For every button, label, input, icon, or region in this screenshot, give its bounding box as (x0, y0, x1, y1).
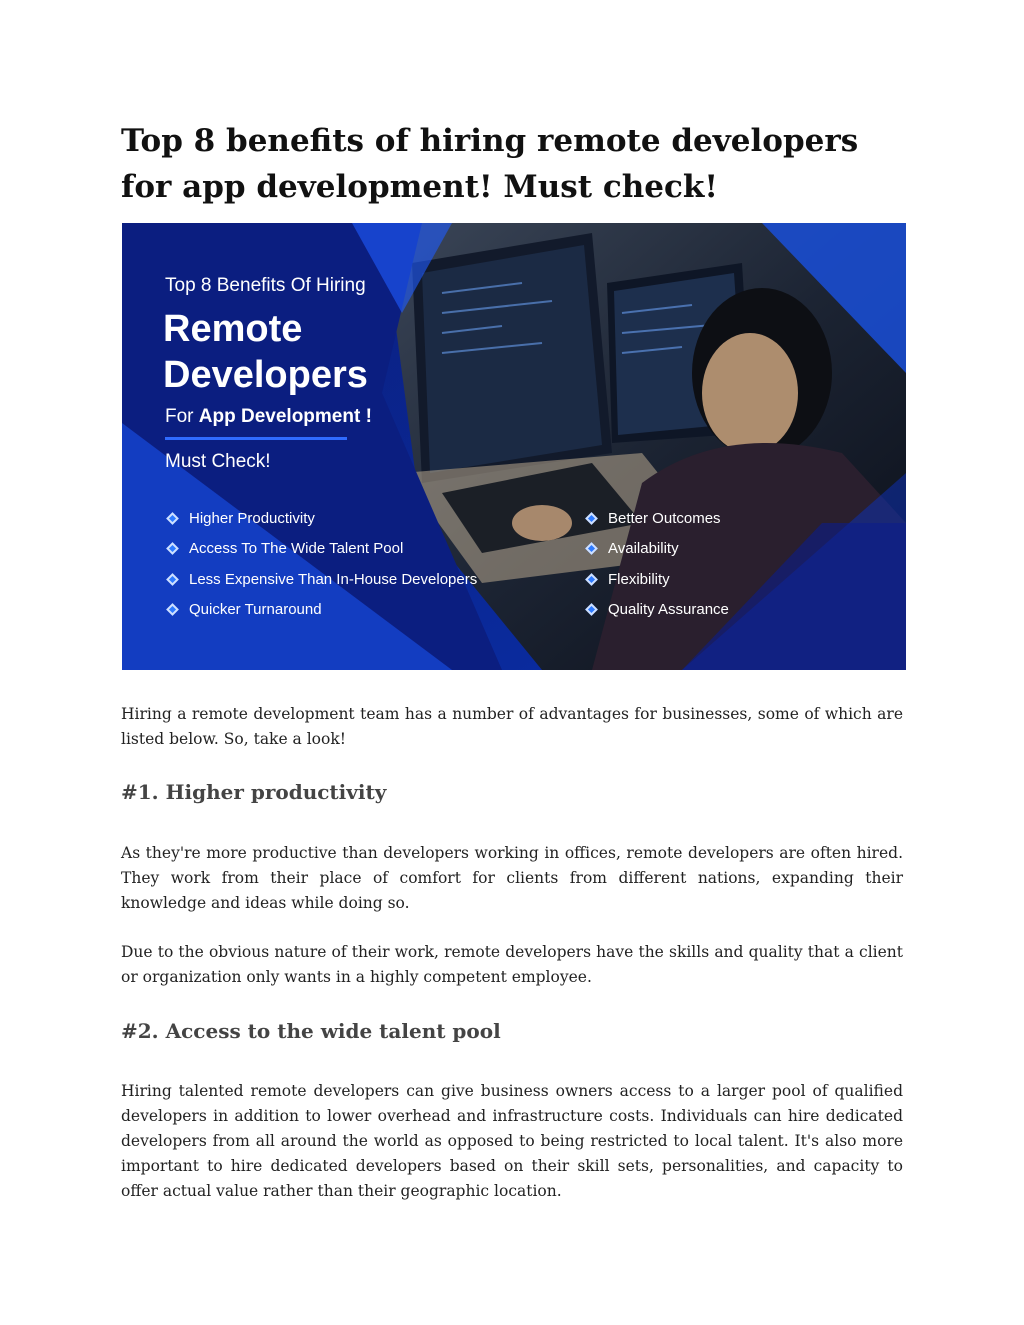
section-1-paragraph-2: Due to the obvious nature of their work, remote developers have the skills and quality that a client or organization only wants in a highly competent employee. (121, 943, 903, 986)
banner-benefit-item (587, 534, 729, 565)
banner-benefit-item (168, 534, 477, 565)
banner-benefit-item (168, 595, 477, 626)
diamond-bullet-icon (166, 603, 179, 616)
diamond-bullet-icon (585, 603, 598, 616)
banner-for-line (165, 406, 372, 428)
banner-benefit-item (587, 503, 729, 534)
diamond-bullet-icon (166, 512, 179, 525)
banner-benefits-right (587, 503, 729, 625)
banner-subtitle: Top 8 Benefits Of Hiring (165, 275, 366, 296)
intro-paragraph: Hiring a remote development team has a number of advantages for businesses, some of which are listed below. So, take a look! (121, 705, 903, 748)
banner-benefit-item (587, 595, 729, 626)
section-1-paragraph-1: As they're more productive than developers working in offices, remote developers are often hired. They work from their place of comfort for clients from different nations, expanding their knowledge and ideas while doing so. (121, 844, 903, 912)
benefit-label: Access To The Wide Talent Pool (189, 540, 404, 558)
banner-benefit-item (168, 564, 477, 595)
article-title: Top 8 benefits of hiring remote developers for app development! Must check! (121, 123, 859, 205)
benefit-label: Quality Assurance (608, 601, 729, 619)
benefit-label: Quicker Turnaround (189, 601, 322, 619)
banner-benefits-left (168, 503, 477, 625)
section-2-paragraph-1: Hiring talented remote developers can give business owners access to a larger pool of qualified developers in addition to lower overhead and infrastructure costs. Individuals can hire dedicated developers from all around the world as opposed to being restricted to local talent. It's also more important to hire dedicated developers based on their skill sets, personalities, and capacity to offer actual value rather than their geographic location. (121, 1082, 903, 1200)
benefit-label: Higher Productivity (189, 509, 315, 527)
banner-headline-line1: Remote (163, 308, 303, 350)
benefit-label: Less Expensive Than In-House Developers (189, 570, 478, 588)
section-heading-2: #2. Access to the wide talent pool (121, 1019, 501, 1043)
benefit-label: Flexibility (608, 570, 670, 588)
banner-benefit-item (587, 564, 729, 595)
banner-benefit-item (168, 503, 477, 534)
banner-headline-line2: Developers (163, 354, 368, 396)
diamond-bullet-icon (166, 542, 179, 555)
section-heading-1: #1. Higher productivity (121, 780, 387, 804)
banner-must-check: Must Check! (165, 451, 271, 472)
banner-for-bold: App Development ! (198, 406, 372, 427)
diamond-bullet-icon (585, 542, 598, 555)
banner-for-prefix: For (165, 406, 199, 427)
banner-underline (165, 437, 347, 440)
diamond-bullet-icon (585, 512, 598, 525)
benefit-label: Better Outcomes (608, 509, 721, 527)
benefit-label: Availability (608, 540, 679, 558)
diamond-bullet-icon (166, 573, 179, 586)
hero-banner-image (122, 223, 906, 670)
diamond-bullet-icon (585, 573, 598, 586)
